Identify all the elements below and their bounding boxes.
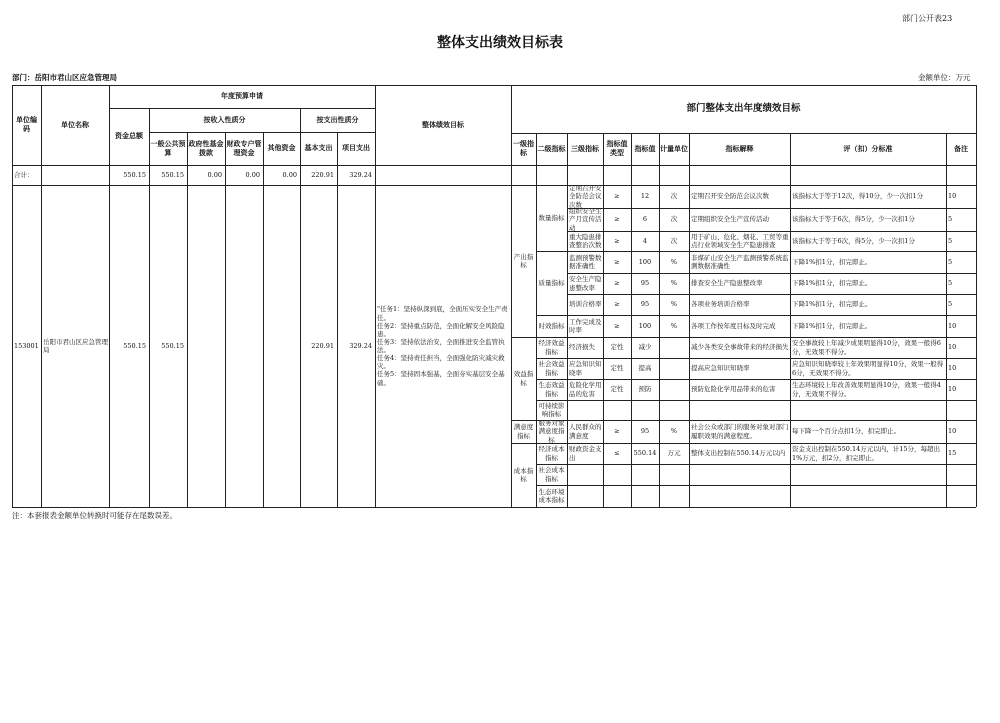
grid-line — [263, 132, 264, 507]
indicator-explain: 各项业务培训合格率 — [691, 300, 750, 309]
grid-line — [12, 185, 511, 186]
header-fiscal-special: 财政专户管理资金 — [226, 138, 262, 157]
indicator-score: 该指标大于等于6次，得5分，少一次扣1分 — [792, 236, 915, 245]
indicator-explain: 排查安全生产隐患整改率 — [691, 279, 763, 288]
main-basic-expense: 220.91 — [311, 341, 334, 350]
level1-output: 产出指标 — [513, 252, 534, 269]
indicator-value: 95 — [640, 300, 650, 309]
indicator-unit: 次 — [670, 236, 678, 245]
header-value: 指标值 — [634, 143, 656, 153]
grid-line — [567, 208, 976, 209]
grid-line — [567, 133, 568, 507]
indicator-remark: 10 — [948, 385, 957, 394]
indicator-explain: 用于矿山、危化、烟花、工贸等重点行业领域安全生产隐患排查 — [691, 232, 789, 249]
indicator-remark: 10 — [948, 192, 957, 201]
level2-social-benefit: 社会效益指标 — [538, 360, 565, 377]
indicator-explain: 提高应急知识知晓率 — [691, 364, 750, 373]
header-level1: 一级指标 — [513, 139, 534, 157]
grid-line — [567, 231, 976, 232]
grid-line — [109, 85, 110, 507]
indicator-value: 95 — [640, 279, 650, 288]
indicator-name: 定期召开安全防范会议次数 — [569, 185, 602, 208]
unit-code-cell: 153001 — [14, 341, 39, 350]
unit-name-cell: 岳阳市君山区应急管理局 — [43, 337, 108, 354]
amount-unit-label: 金额单位：万元 — [918, 73, 971, 82]
level2-timeliness: 时效指标 — [538, 321, 565, 330]
indicator-score: 下降1%扣1分，扣完即止。 — [792, 279, 872, 288]
total-gov-fund: 0.00 — [207, 170, 222, 179]
level2-economic-benefit: 经济效益指标 — [538, 339, 565, 356]
header-unit-name: 单位名称 — [61, 119, 89, 129]
indicator-type: ≥ — [614, 427, 620, 436]
grid-line — [337, 132, 338, 507]
indicator-score: 生态环境较上年改善效果明显得10分，效果一般得4分，无效果不得分。 — [792, 381, 941, 398]
total-amount: 550.15 — [123, 170, 146, 179]
grid-line — [41, 85, 42, 507]
indicator-value: 6 — [642, 215, 648, 224]
overall-goal-text: "任务1：坚持纵深到底，全面压实安全生产责任。 任务2：坚持重点防范，全面化解安全风险隐患。 任务3：坚持依法治安，全面推进安全监管执法。 任务4：坚持责任担当，全面强化防灾减灾救灾。 任务5：坚持固本强基，全面夯实基层安全基础。 — [377, 305, 508, 387]
indicator-type: ≥ — [614, 321, 620, 330]
indicator-score: 安全事故较上年减少成果明显得10分，效果一般得6分，无效果不得分。 — [792, 339, 941, 356]
grid-line — [536, 400, 567, 401]
indicator-type: ≥ — [614, 236, 620, 245]
header-dept-goal: 部门整体支出年度绩效目标 — [686, 103, 801, 115]
main-general-budget: 550.15 — [161, 341, 184, 350]
indicator-explain: 各项工作按年度目标及时完成 — [691, 321, 776, 330]
grid-line — [567, 485, 976, 486]
grid-line — [536, 337, 567, 338]
total-row-label: 合计： — [14, 170, 34, 179]
indicator-unit — [659, 337, 689, 358]
header-project-expense: 项目支出 — [342, 143, 370, 153]
grid-line — [631, 133, 632, 507]
indicator-value: 提高 — [638, 364, 652, 373]
grid-line — [567, 251, 976, 252]
indicator-type: ≥ — [614, 279, 620, 288]
header-measure-unit: 计量单位 — [660, 143, 688, 153]
grid-line — [511, 443, 536, 444]
indicator-name: 组织安全生产月宣传活动 — [569, 208, 602, 231]
grid-line — [536, 485, 567, 486]
grid-line — [946, 133, 947, 507]
grid-line — [536, 443, 567, 444]
indicator-unit: % — [670, 257, 678, 266]
indicator-unit — [659, 379, 689, 400]
indicator-value: 100 — [638, 257, 652, 266]
grid-line — [149, 108, 150, 507]
indicator-name: 人民群众的满意度 — [569, 423, 602, 440]
indicator-explain: 社会公众或部门的服务对象对部门履职效果的满意程度。 — [691, 423, 789, 440]
department-label: 部门：岳阳市君山区应急管理局 — [12, 73, 117, 82]
level2-eco-cost: 生态环境成本指标 — [538, 487, 565, 504]
level2-quantity: 数量指标 — [538, 213, 565, 222]
indicator-remark: 5 — [948, 236, 953, 245]
grid-line — [567, 294, 976, 295]
indicator-type: ≥ — [614, 257, 620, 266]
indicator-name: 安全生产隐患整改率 — [569, 275, 602, 292]
header-scoring: 评（扣）分标准 — [843, 143, 893, 153]
indicator-score: 该指标大于等于12次，得10分，少一次扣1分 — [792, 192, 924, 201]
header-unit-code: 单位编码 — [16, 115, 37, 133]
indicator-type: 定性 — [610, 343, 624, 352]
grid-line — [567, 464, 976, 465]
indicator-explain: 整体支出控制在550.14万元以内 — [691, 449, 786, 458]
level2-eco-benefit: 生态效益指标 — [538, 381, 565, 398]
header-overall-goal: 整体绩效目标 — [422, 119, 464, 129]
indicator-unit: 次 — [670, 215, 678, 224]
footnote: 注：本套报表金额单位转换时可能存在尾数误差。 — [12, 511, 177, 520]
grid-line — [187, 132, 188, 507]
indicator-type: ≥ — [614, 215, 620, 224]
grid-line — [567, 420, 976, 421]
indicator-remark: 5 — [948, 300, 953, 309]
grid-line — [375, 85, 376, 507]
indicator-explain: 定期组织安全生产宣传活动 — [691, 215, 769, 224]
header-general-budget: 一般公共预算 — [150, 138, 186, 157]
indicator-value: 4 — [642, 236, 648, 245]
indicator-value: 550.14 — [633, 449, 657, 458]
indicator-type: 定性 — [610, 364, 624, 373]
indicator-type: ≥ — [614, 192, 620, 201]
indicator-value: 预防 — [638, 385, 652, 394]
indicator-unit — [659, 358, 689, 379]
level2-sustainable: 可持续影响指标 — [538, 401, 565, 418]
table-number-label: 部门公开表23 — [902, 14, 953, 23]
grid-line — [536, 315, 567, 316]
grid-line — [149, 132, 375, 133]
level1-benefit: 效益指标 — [513, 370, 534, 387]
indicator-name: 重大隐患排查整治次数 — [569, 232, 602, 249]
indicator-score: 下降1%扣1分，扣完即止。 — [792, 257, 872, 266]
indicator-name: 财政资金支出 — [569, 445, 602, 462]
grid-line — [536, 251, 567, 252]
header-total: 资金总额 — [115, 131, 143, 141]
header-remark: 备注 — [954, 143, 968, 153]
indicator-unit: % — [670, 279, 678, 288]
grid-line — [12, 507, 976, 508]
indicator-type: ≤ — [614, 449, 620, 458]
indicator-value: 100 — [638, 321, 652, 330]
grid-line — [511, 337, 536, 338]
header-by-income: 按收入性质分 — [203, 114, 246, 124]
indicator-unit: % — [670, 321, 678, 330]
indicator-value: 12 — [640, 192, 650, 201]
indicator-type: 定性 — [610, 385, 624, 394]
header-explanation: 指标解释 — [725, 143, 754, 153]
grid-line — [511, 185, 976, 186]
grid-line — [536, 379, 567, 380]
grid-line — [976, 85, 977, 507]
grid-line — [536, 133, 537, 507]
grid-line — [689, 133, 690, 507]
grid-line — [603, 133, 604, 507]
indicator-remark: 10 — [948, 427, 957, 436]
level2-economic-cost: 经济成本指标 — [538, 445, 565, 462]
indicator-score: 下降1%扣1分，扣完即止。 — [792, 300, 872, 309]
indicator-score: 每下降一个百分点扣1分，扣完即止。 — [792, 427, 901, 436]
grid-line — [567, 400, 976, 401]
grid-line — [536, 358, 567, 359]
indicator-unit: 次 — [670, 192, 678, 201]
header-basic-expense: 基本支出 — [304, 143, 333, 153]
indicator-explain: 减少各类安全事故带来的经济损失 — [691, 343, 789, 352]
indicator-score: 下降1%扣1分，扣完即止。 — [792, 321, 872, 330]
grid-line — [567, 337, 976, 338]
total-fiscal-special: 0.00 — [245, 170, 260, 179]
indicator-remark: 10 — [948, 364, 957, 373]
header-other-funds: 其他资金 — [267, 143, 296, 153]
grid-line — [659, 133, 660, 507]
indicator-explain: 预防危险化学用品带来的危害 — [691, 385, 776, 394]
header-annual-budget: 年度预算申请 — [221, 91, 263, 101]
grid-line — [790, 133, 791, 507]
main-total-amount: 550.15 — [123, 341, 146, 350]
header-level2: 二级指标 — [537, 143, 566, 153]
indicator-remark: 5 — [948, 279, 953, 288]
indicator-remark: 10 — [948, 343, 957, 352]
main-project-expense: 329.24 — [349, 341, 372, 350]
grid-line — [567, 315, 976, 316]
indicator-score: 资金支出控制在550.14万元以内，计15分，每超出1%万元，扣2分，扣完即止。 — [792, 445, 941, 462]
level1-cost: 成本指标 — [513, 466, 534, 483]
grid-line — [300, 108, 301, 507]
grid-line — [225, 132, 226, 507]
level2-quality: 质量指标 — [538, 278, 565, 287]
grid-line — [12, 165, 976, 166]
grid-line — [12, 85, 13, 507]
total-general-budget: 550.15 — [161, 170, 184, 179]
indicator-remark: 5 — [948, 215, 953, 224]
header-value-type: 指标值类型 — [606, 139, 628, 157]
level1-satisfaction: 满意度指标 — [513, 423, 534, 440]
grid-line — [567, 443, 976, 444]
grid-line — [567, 273, 976, 274]
header-by-expense: 按支出性质分 — [316, 114, 359, 124]
indicator-score: 应急知识知晓率较上年效果明显得10分，效果一般得6分，无效果不得分。 — [792, 360, 944, 377]
grid-line — [511, 420, 536, 421]
indicator-type: ≥ — [614, 300, 620, 309]
indicator-value: 减少 — [638, 343, 652, 352]
grid-line — [567, 379, 976, 380]
indicator-remark: 10 — [948, 321, 957, 330]
grid-line — [536, 420, 567, 421]
indicator-name: 应急知识知晓率 — [569, 360, 602, 377]
indicator-unit: 万元 — [667, 449, 681, 458]
indicator-unit: % — [670, 427, 678, 436]
indicator-name: 培训合格率 — [569, 300, 602, 309]
indicator-unit: % — [670, 300, 678, 309]
indicator-remark: 5 — [948, 257, 953, 266]
indicator-name: 危险化学用品的危害 — [569, 381, 602, 398]
indicator-name: 监测预警数据准确性 — [569, 253, 602, 270]
total-basic-expense: 220.91 — [311, 170, 334, 179]
indicator-name: 经济损失 — [569, 343, 595, 352]
total-other-funds: 0.00 — [282, 170, 297, 179]
grid-line — [511, 133, 976, 134]
indicator-explain: 非煤矿山安全生产监测预警系统监测数据准确性 — [691, 253, 789, 270]
total-project-expense: 329.24 — [349, 170, 372, 179]
indicator-value: 95 — [640, 427, 650, 436]
indicator-score: 该指标大于等于6次，得5分，少一次扣1分 — [792, 215, 915, 224]
grid-line — [12, 85, 976, 86]
indicator-name: 工作完成及时率 — [569, 317, 602, 334]
header-gov-fund: 政府性基金拨款 — [188, 138, 224, 157]
indicator-remark: 15 — [948, 449, 957, 458]
level2-social-cost: 社会成本指标 — [538, 466, 565, 483]
grid-line — [567, 358, 976, 359]
page-title: 整体支出绩效目标表 — [437, 35, 563, 51]
indicator-explain: 定期召开安全防范会议次数 — [691, 192, 769, 201]
header-level3: 三级指标 — [571, 143, 599, 153]
grid-line — [536, 464, 567, 465]
level2-service-satisfaction: 服务对象满意度指标 — [538, 420, 565, 443]
